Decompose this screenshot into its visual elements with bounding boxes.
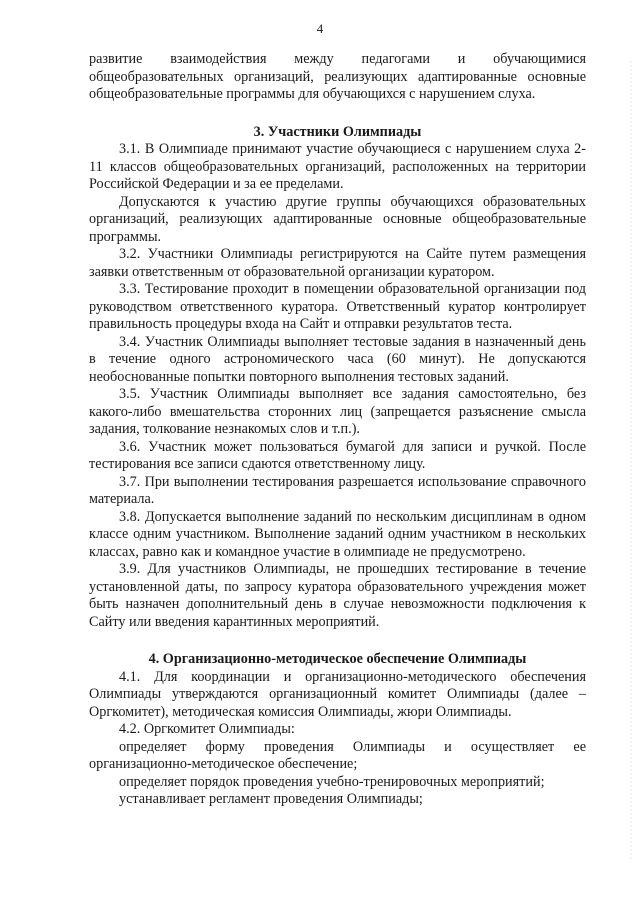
list-item-4-2-a: определяет форму проведения Олимпиады и осуществляет ее организационно-методическое обеспечение; [89, 738, 586, 772]
paragraph-4-2: 4.2. Оргкомитет Олимпиады: [119, 721, 295, 737]
paragraph-3-7: 3.7. При выполнении тестирования разрешается использование справочного материала. [89, 473, 586, 507]
paragraph-3-1-extra: Допускаются к участию другие группы обучающихся образовательных организаций, реализующих адаптированные основные общеобразовательные программы. [89, 193, 586, 245]
paragraph-3-6: 3.6. Участник может пользоваться бумагой для записи и ручкой. После тестирования все записи сдаются ответственному лицу. [89, 438, 586, 472]
section-4-title: 4. Организационно-методическое обеспечение Олимпиады [148, 651, 527, 667]
intro-paragraph: развитие взаимодействия между педагогами и обучающимися общеобразовательных организаций, реализующих адаптированные основные общеобразовательные программы для обучающихся с нарушением слуха. [89, 51, 586, 102]
scan-edge-dots [630, 60, 632, 860]
paragraph-3-3: 3.3. Тестирование проходит в помещении образовательной организации под руководством ответственного куратора. Ответственный куратор контролирует правильность процедуры входа на Сайт и отправки результатов теста. [89, 281, 586, 332]
paragraph-3-1: 3.1. В Олимпиаде принимают участие обучающиеся с нарушением слуха 2-11 классов общеобразовательных организаций, расположенных на территории Российской Федерации и за ее пределами. [89, 141, 586, 192]
paragraph-3-5: 3.5. Участник Олимпиады выполняет все задания самостоятельно, без какого-либо вмешательства сторонних лиц (запрещается разъяснение смысла задания, толкование незнакомых слов и т.п.). [89, 386, 586, 437]
page-number: 4 [316, 21, 324, 36]
paragraph-3-4: 3.4. Участник Олимпиады выполняет тестовые задания в назначенный день в течение одного астрономического часа (60 минут). Не допускаются необоснованные попытки повторного выполнения тестовых заданий. [89, 333, 586, 385]
list-item-4-2-c: устанавливает регламент проведения Олимпиады; [119, 791, 423, 807]
section-3-title: 3. Участники Олимпиады [253, 123, 422, 140]
paragraph-3-8: 3.8. Допускается выполнение заданий по нескольким дисциплинам в одном классе одним участником. Выполнение заданий одним участником в нескольких классах, равно как и командное участие в олимпиаде не предусмотрено. [89, 508, 586, 560]
paragraph-4-1: 4.1. Для координации и организационно-методического обеспечения Олимпиады утверждаются организационный комитет Олимпиады (далее – Оргкомитет), методическая комиссия Олимпиады, жюри Олимпиады. [89, 668, 586, 720]
list-item-4-2-b: определяет порядок проведения учебно-тренировочных мероприятий; [119, 773, 545, 790]
paragraph-3-9: 3.9. Для участников Олимпиады, не прошедших тестирование в течение установленной даты, по запросу куратора образовательного учреждения может быть назначен дополнительный день в случае невозможности подключения к Сайту или введения карантинных мероприятий. [89, 561, 586, 630]
document-body [89, 51, 586, 809]
paragraph-3-2: 3.2. Участники Олимпиады регистрируются на Сайте путем размещения заявки ответственным от образовательной организации куратором. [89, 246, 586, 280]
